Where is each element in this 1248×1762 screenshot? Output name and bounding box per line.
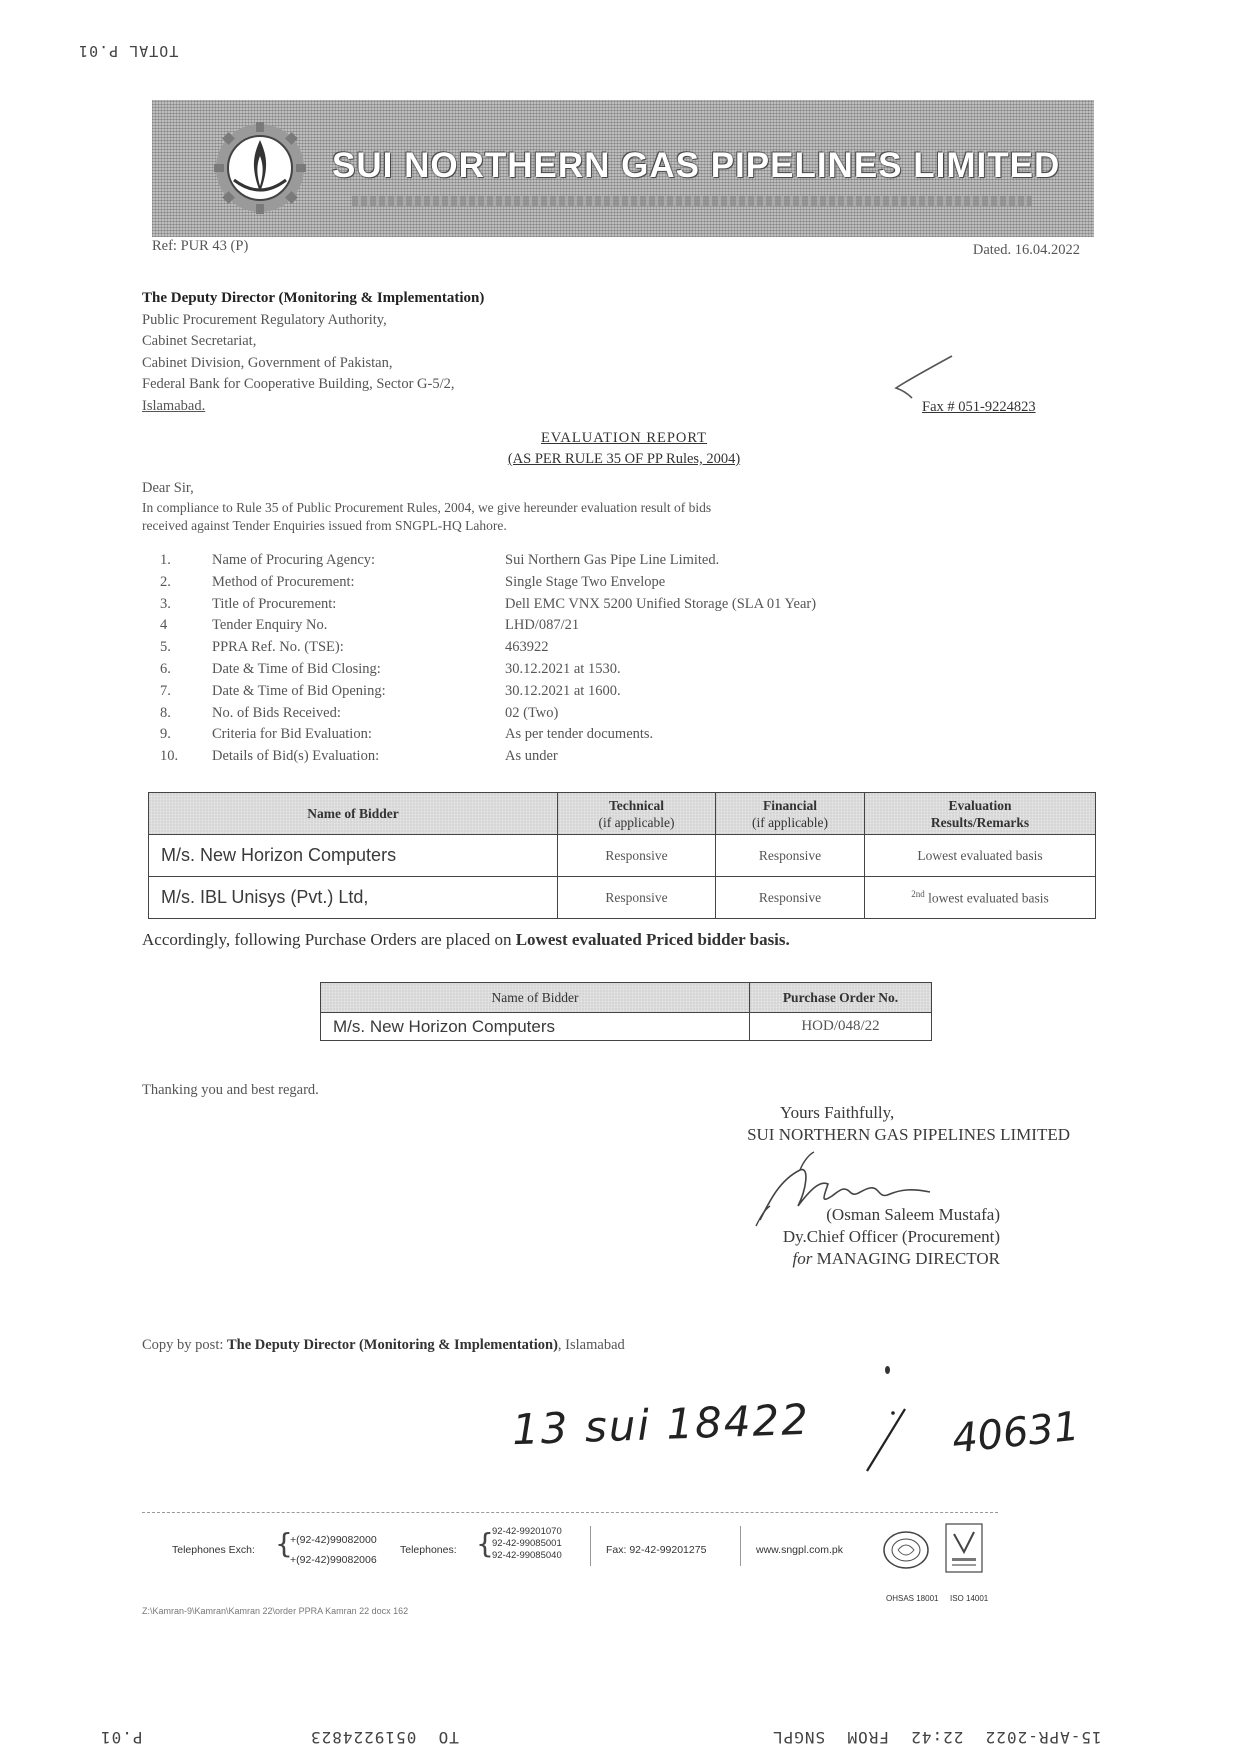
- intro-line: received against Tender Enquiries issued from SNGPL-HQ Lahore.: [142, 518, 507, 533]
- header-purchase-order-no: Purchase Order No.: [750, 983, 932, 1013]
- addressee-title: The Deputy Director (Monitoring & Implementation): [142, 290, 485, 306]
- footer-fax: Fax: 92-42-99201275: [606, 1544, 707, 1556]
- closing-phrase: Yours Faithfully,: [780, 1103, 895, 1122]
- footer-website: www.sngpl.com.pk: [756, 1544, 843, 1556]
- document-file-path: Z:\Kamran-9\Kamran\Kamran 22\order PPRA Kamran 22 docx 162: [142, 1606, 409, 1616]
- financial-status: Responsive: [716, 877, 865, 919]
- addressee-block: [142, 288, 484, 417]
- company-logo: [214, 122, 306, 214]
- po-header-row: [321, 983, 932, 1013]
- signoff-company: SUI NORTHERN GAS PIPELINES LIMITED: [747, 1125, 1070, 1144]
- letterhead-banner: [152, 100, 1094, 237]
- detail-row: 8. No. of Bids Received: 02 (Two): [160, 704, 559, 721]
- company-name: SUI NORTHERN GAS PIPELINES LIMITED: [332, 146, 1061, 185]
- technical-status: Responsive: [558, 877, 716, 919]
- fax-number: Fax # 051-9224823: [922, 399, 1036, 415]
- evaluation-remarks: $^{2nd}$ lowest evaluated basis: [865, 877, 1096, 919]
- signatory-name: (Osman Saleem Mustafa): [826, 1205, 1000, 1224]
- footer-separator: [590, 1526, 591, 1566]
- table-row: [149, 877, 1096, 919]
- detail-row: 5. PPRA Ref. No. (TSE): 463922: [160, 639, 549, 656]
- brace-icon: {: [476, 1527, 494, 1560]
- addressee-line: Public Procurement Regulatory Authority,: [142, 311, 387, 328]
- certification-seal-icon: [882, 1528, 930, 1572]
- signatory-for: for MANAGING DIRECTOR: [792, 1249, 1000, 1268]
- addressee-line: Federal Bank for Cooperative Building, Sector G-5/2,: [142, 376, 455, 392]
- closing-line: Thanking you and best regard.: [142, 1082, 319, 1098]
- evaluation-remarks: Lowest evaluated basis: [865, 835, 1096, 877]
- financial-status: Responsive: [716, 835, 865, 877]
- purchase-order-table: [320, 982, 932, 1041]
- fax-page-stamp: P.01: [100, 1728, 143, 1747]
- signatory-block: [700, 1204, 1020, 1270]
- details-list: [160, 550, 960, 768]
- bidder-name: M/s. IBL Unisys (Pvt.) Ltd,: [149, 877, 558, 919]
- purchase-order-number: HOD/048/22: [750, 1013, 932, 1041]
- intro-paragraph: [142, 499, 711, 535]
- footer-separator: [740, 1526, 741, 1566]
- header-technical: Technical (if applicable): [558, 793, 716, 835]
- footer-divider: [142, 1512, 998, 1513]
- addressee-line: Cabinet Secretariat,: [142, 333, 257, 349]
- detail-row: 4 Tender Enquiry No. LHD/087/21: [160, 617, 580, 634]
- footer-tel-label: Telephones:: [400, 1544, 457, 1556]
- footer-tel: 92-42-99201070 92-42-99085001 92-42-99085040: [492, 1526, 562, 1561]
- evaluation-table: [148, 792, 1096, 919]
- accordingly-statement: Accordingly, following Purchase Orders are placed on Lowest evaluated Priced bidder basis.: [142, 930, 790, 949]
- table-row: [321, 1013, 932, 1041]
- header-financial: Financial (if applicable): [716, 793, 865, 835]
- fax-to-stamp: TO 0519224823: [310, 1728, 459, 1747]
- detail-row: 3. Title of Procurement: Dell EMC VNX 5200 Unified Storage (SLA 01 Year): [160, 595, 817, 612]
- evaluation-header-row: [149, 793, 1096, 835]
- salutation: Dear Sir,: [142, 480, 194, 496]
- letterhead-tagline: [352, 196, 1032, 206]
- signatory-designation: Dy.Chief Officer (Procurement): [782, 1227, 1000, 1246]
- handwritten-slash: [855, 1405, 915, 1475]
- copy-by-post: Copy by post: The Deputy Director (Monitoring & Implementation), Islamabad: [142, 1337, 625, 1353]
- footer-tel-exch: +(92-42)99082000 +(92-42)99082006: [290, 1534, 377, 1566]
- ink-dot: [885, 1366, 890, 1374]
- detail-row: 1. Name of Procuring Agency: Sui Northern Gas Pipe Line Limited.: [160, 552, 720, 568]
- detail-row: 9. Criteria for Bid Evaluation: As per tender documents.: [160, 726, 654, 743]
- letter-date: Dated. 16.04.2022: [972, 242, 1080, 258]
- table-row: [149, 835, 1096, 877]
- header-name-of-bidder: Name of Bidder: [149, 793, 558, 835]
- detail-row: 7. Date & Time of Bid Opening: 30.12.2021 at 1600.: [160, 682, 621, 699]
- fax-header-stamp: TOTAL P.01: [78, 42, 179, 60]
- check-mark-scribble: [890, 350, 960, 400]
- report-subtitle: (AS PER RULE 35 OF PP Rules, 2004): [507, 451, 741, 467]
- brace-icon: {: [275, 1527, 293, 1560]
- footer-tel-exch-label: Telephones Exch:: [172, 1544, 255, 1556]
- report-title: EVALUATION REPORT: [540, 430, 708, 446]
- technical-status: Responsive: [558, 835, 716, 877]
- header-evaluation: Evaluation Results/Remarks: [865, 793, 1096, 835]
- detail-row: 2. Method of Procurement: Single Stage Two Envelope: [160, 573, 666, 590]
- bidder-name: M/s. New Horizon Computers: [321, 1013, 750, 1041]
- detail-row: 6. Date & Time of Bid Closing: 30.12.2021 at 1530.: [160, 660, 621, 677]
- addressee-line: Cabinet Division, Government of Pakistan,: [142, 354, 393, 371]
- signoff-block: [640, 1102, 1080, 1146]
- fax-from-stamp: 15-APR-2022 22:42 FROM SNGPL: [772, 1728, 1102, 1747]
- footer-cert-iso: ISO 14001: [950, 1594, 989, 1603]
- handwritten-note-right: 40631: [949, 1403, 1082, 1463]
- footer-cert-ohsas: OHSAS 18001: [886, 1594, 939, 1603]
- header-name-of-bidder: Name of Bidder: [321, 983, 750, 1013]
- intro-line: In compliance to Rule 35 of Public Procurement Rules, 2004, we give hereunder evaluation result of bids: [142, 500, 712, 515]
- addressee-line: Islamabad.: [142, 397, 206, 414]
- iso-badge-icon: [944, 1522, 984, 1574]
- reference-number: Ref: PUR 43 (P): [152, 238, 249, 254]
- detail-row: 10. Details of Bid(s) Evaluation: As under: [160, 748, 558, 765]
- handwritten-note-left: 13 sui 18422: [511, 1394, 811, 1455]
- bidder-name: M/s. New Horizon Computers: [149, 835, 558, 877]
